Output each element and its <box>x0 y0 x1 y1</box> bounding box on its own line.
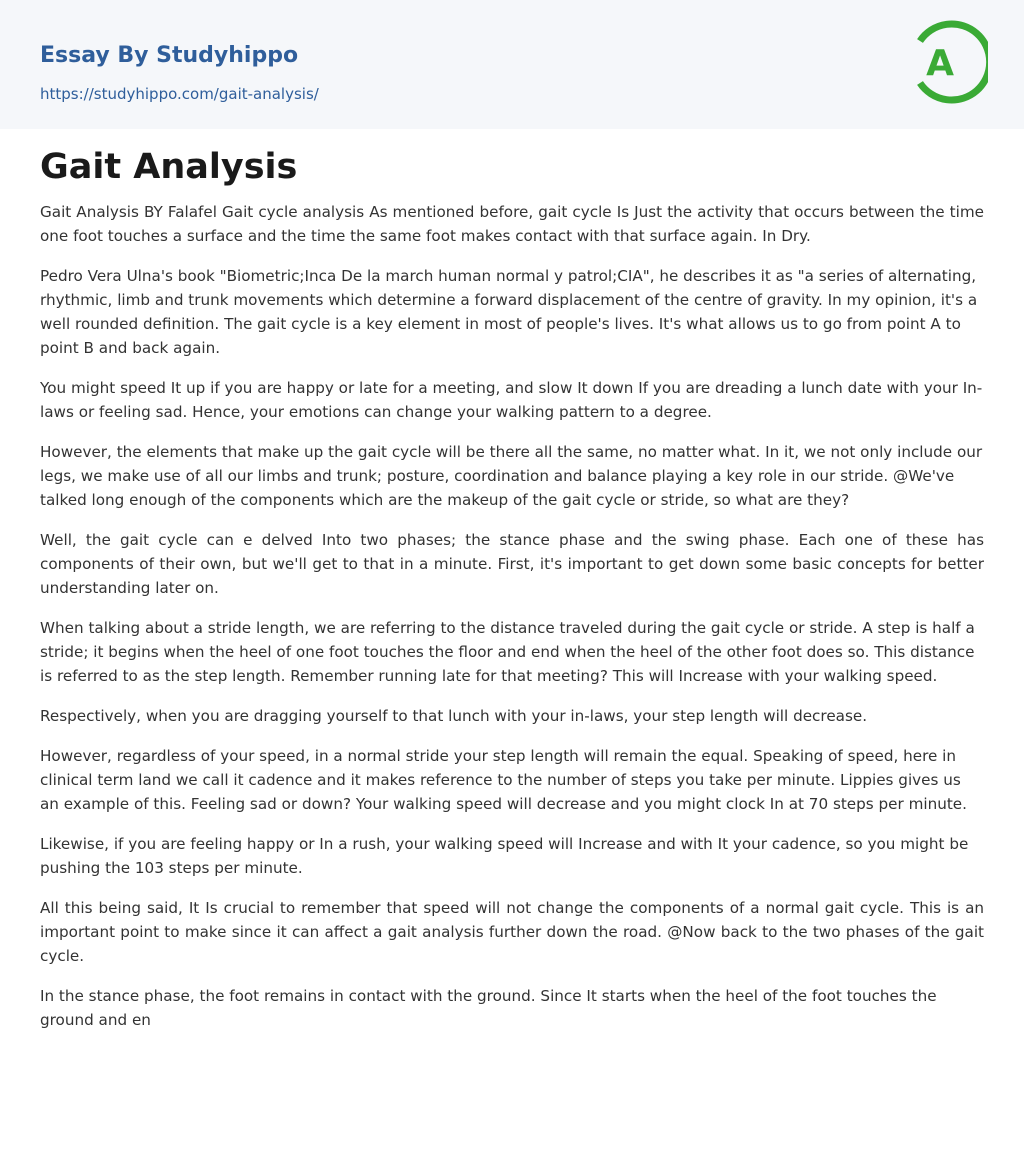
paragraph-6: When talking about a stride length, we are referring to the distance traveled during the gait cycle or stride. A step is half a stride; it begins when the heel of one foot touches the floor and end when the heel of the other foot does so. This distance is referred to as the step length. Remember running late for that meeting? This will Increase with your walking speed. <box>40 619 975 685</box>
logo-letter: A <box>926 43 954 84</box>
paragraph-7: Respectively, when you are dragging yourself to that lunch with your in-laws, your step length will decrease. <box>40 707 868 725</box>
site-title[interactable]: Essay By Studyhippo <box>40 43 299 68</box>
logo-icon <box>910 18 988 106</box>
paragraph-5: Well, the gait cycle can e delved Into two phases; the stance phase and the swing phase. Each one of these has components of their own, but we'll get to that in a minute. First, it's important to get down some basic concepts for better understanding later on. <box>40 531 984 597</box>
paragraph-9: Likewise, if you are feeling happy or In a rush, your walking speed will Increase and with It your cadence, so you might be pushing the 103 steps per minute. <box>40 835 969 877</box>
essay-url-link[interactable]: https://studyhippo.com/gait-analysis/ <box>40 85 319 103</box>
paragraph-2: Pedro Vera Ulna's book "Biometric;Inca De la march human normal y patrol;CIA", he describes it as "a series of alternating, rhythmic, limb and trunk movements which determine a forward displacement of the centre of gravity. In my opinion, it's a well rounded definition. The gait cycle is a key element in most of people's lives. It's what allows us to go from point A to point B and back again. <box>40 267 978 357</box>
page-title: Gait Analysis <box>40 147 298 187</box>
paragraph-3: You might speed It up if you are happy or late for a meeting, and slow It down If you are dreading a lunch date with your In-laws or feeling sad. Hence, your emotions can change your walking pattern to a degree. <box>40 379 983 421</box>
paragraph-1: Gait Analysis BY Falafel Gait cycle analysis As mentioned before, gait cycle Is Just the activity that occurs between the time one foot touches a surface and the time the same foot makes contact with that surface again. In Dry. <box>40 203 984 245</box>
studyhippo-logo[interactable] <box>910 18 988 106</box>
site-header <box>0 0 1024 129</box>
paragraph-4: However, the elements that make up the gait cycle will be there all the same, no matter what. In it, we not only include our legs, we make use of all our limbs and trunk; posture, coordination and balance playing a key role in our stride. @We've talked long enough of the components which are the makeup of the gait cycle or stride, so what are they? <box>40 443 983 509</box>
paragraph-10: All this being said, It Is crucial to remember that speed will not change the components of a normal gait cycle. This is an important point to make since it can affect a gait analysis further down the road. @Now back to the two phases of the gait cycle. <box>40 899 984 965</box>
essay-content <box>40 143 984 1048</box>
paragraph-11: In the stance phase, the foot remains in contact with the ground. Since It starts when the heel of the foot touches the ground and en <box>40 987 937 1029</box>
paragraph-8: However, regardless of your speed, in a normal stride your step length will remain the equal. Speaking of speed, here in clinical term land we call it cadence and it makes reference to the number of steps you take per minute. Lippies gives us an example of this. Feeling sad or down? Your walking speed will decrease and you might clock In at 70 steps per minute. <box>40 747 967 813</box>
